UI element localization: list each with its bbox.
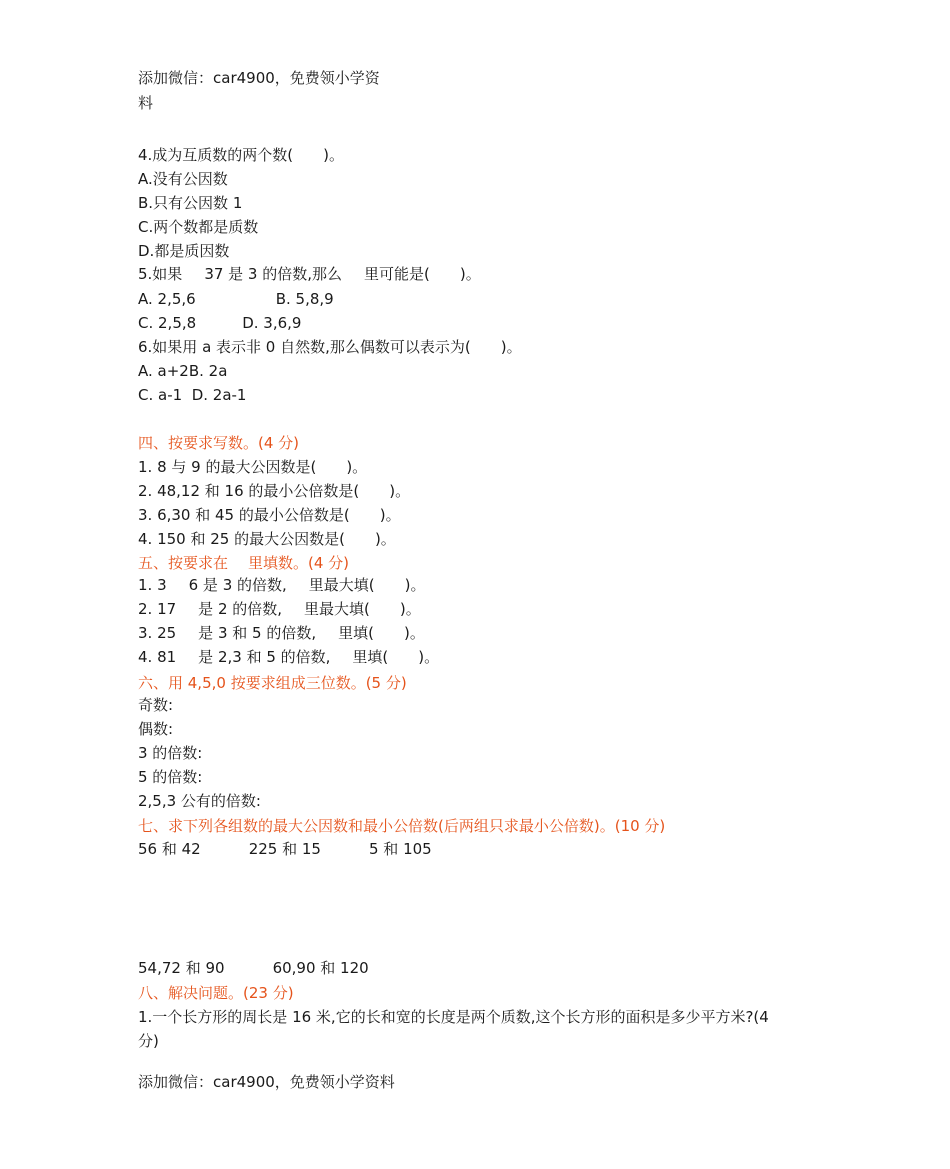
section5-item-prefix: 3. 25 xyxy=(138,624,177,642)
q6-stem: 6.如果用 a 表示非 0 自然数,那么偶数可以表示为( )。 xyxy=(138,338,522,356)
q4-option-d: D.都是质因数 xyxy=(138,242,230,260)
section8-q1-line2: 分) xyxy=(138,1032,159,1050)
section5-heading-a: 五、按要求在 xyxy=(138,554,229,572)
section5-item-prefix: 4. 81 xyxy=(138,648,177,666)
section4-heading: 四、按要求写数。(4 分) xyxy=(138,434,300,452)
section6-heading: 六、用 4,5,0 按要求组成三位数。(5 分) xyxy=(138,674,407,692)
section6-item: 3 的倍数: xyxy=(138,744,203,762)
section7-row1 xyxy=(138,839,432,859)
section8-q1-line1: 1.一个长方形的周长是 16 米,它的长和宽的长度是两个质数,这个长方形的面积是多少平方米?(4 xyxy=(138,1008,769,1026)
section8-heading: 八、解决问题。(23 分) xyxy=(138,984,294,1002)
section5-item-blank: 里填( )。 xyxy=(352,648,440,666)
section5-item-blank: 里最大填( )。 xyxy=(308,576,426,594)
section6-item: 2,5,3 公有的倍数: xyxy=(138,792,261,810)
section5-item-blank: 里最大填( )。 xyxy=(304,600,421,618)
watermark-top-line1: 添加微信：car4900，免费领小学资 xyxy=(138,69,380,87)
section5-item xyxy=(138,623,425,643)
q5-option-c: C. 2,5,8 xyxy=(138,314,197,332)
q6-options-ab: A. a+2B. 2a xyxy=(138,362,228,380)
watermark-bottom: 添加微信：car4900，免费领小学资料 xyxy=(138,1073,395,1091)
section7-group: 225 和 15 xyxy=(248,840,321,858)
section4-item: 1. 8 与 9 的最大公因数是( )。 xyxy=(138,458,368,476)
q4-option-a: A.没有公因数 xyxy=(138,170,228,188)
section5-heading xyxy=(138,553,349,573)
q4-option-c: C.两个数都是质数 xyxy=(138,218,259,236)
q5-options-cd xyxy=(138,313,301,333)
q5-stem-a: 5.如果 xyxy=(138,265,183,283)
q4-option-b: B.只有公因数 1 xyxy=(138,194,243,212)
q5-option-d: D. 3,6,9 xyxy=(242,314,302,332)
q5-option-a: A. 2,5,6 xyxy=(138,290,196,308)
section5-item-condition: 是 3 和 5 的倍数, xyxy=(198,624,317,642)
section7-heading-note: (后两组只求最小公倍数)。(10 分) xyxy=(438,817,666,835)
section4-item: 2. 48,12 和 16 的最小公倍数是( )。 xyxy=(138,482,411,500)
q5-option-b: B. 5,8,9 xyxy=(275,290,334,308)
q4-stem: 4.成为互质数的两个数( )。 xyxy=(138,146,345,164)
section7-heading xyxy=(138,816,665,836)
section4-item: 4. 150 和 25 的最大公因数是( )。 xyxy=(138,530,396,548)
section5-item-condition: 是 2,3 和 5 的倍数, xyxy=(198,648,331,666)
section7-group: 60,90 和 120 xyxy=(272,959,369,977)
section5-item xyxy=(138,647,439,667)
section7-group: 5 和 105 xyxy=(368,840,432,858)
section7-heading-main: 七、求下列各组数的最大公因数和最小公倍数 xyxy=(138,817,439,835)
section4-item: 3. 6,30 和 45 的最小公倍数是( )。 xyxy=(138,506,401,524)
section7-group: 54,72 和 90 xyxy=(138,959,225,977)
q5-stem xyxy=(138,264,481,284)
section5-item-prefix: 1. 3 xyxy=(138,576,167,594)
q5-stem-c: 里可能是( )。 xyxy=(364,265,481,283)
section5-item-prefix: 2. 17 xyxy=(138,600,177,618)
section6-item: 偶数: xyxy=(138,720,174,738)
q5-stem-b: 37 是 3 的倍数,那么 xyxy=(204,265,343,283)
section5-item xyxy=(138,599,421,619)
section6-item: 奇数: xyxy=(138,696,174,714)
section6-item: 5 的倍数: xyxy=(138,768,203,786)
section7-row2 xyxy=(138,958,369,978)
section5-item-condition: 是 2 的倍数, xyxy=(198,600,283,618)
section5-heading-b: 里填数。(4 分) xyxy=(248,554,350,572)
watermark-top-line2: 料 xyxy=(138,94,154,112)
section5-item-blank: 里填( )。 xyxy=(338,624,425,642)
q5-options-ab xyxy=(138,289,334,309)
q6-options-cd: C. a-1 D. 2a-1 xyxy=(138,386,247,404)
section5-item xyxy=(138,575,426,595)
section5-item-condition: 6 是 3 的倍数, xyxy=(188,576,287,594)
section7-group: 56 和 42 xyxy=(138,840,201,858)
